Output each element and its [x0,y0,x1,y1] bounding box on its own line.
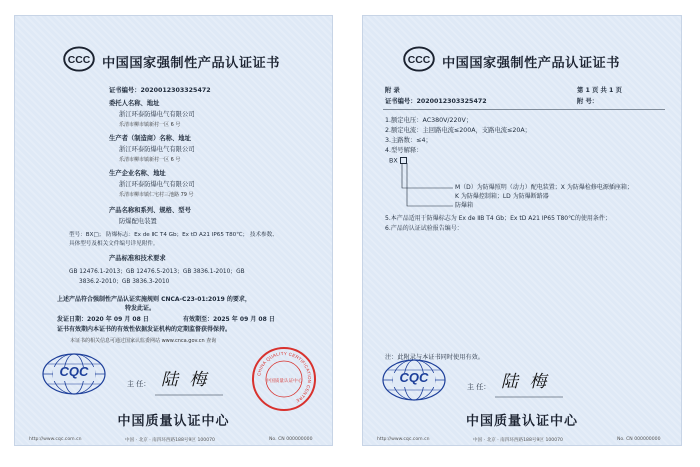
model-explanation: M（D）为防爆照明（动力）配电装置；X 为防爆检修电源插座箱； [455,184,633,191]
footer-address: 中国 · 北京 · 南四环西路188号9区 100070 [473,438,563,443]
producer-label: 生产者（制造商）名称、地址 [109,135,191,142]
svg-text:CCC: CCC [67,55,91,66]
conformity-statement: 上述产品符合强制性产品认证实施规则 CNCA-C23-01:2019 的要求， [57,296,251,303]
footer-website: http://www.cqc.com.cn [29,437,82,442]
producer-name: 浙江环泰防爆电气有限公司 [119,146,195,153]
factory-address: 乐清市柳市镇仁宅村三池路 79 号 [119,192,194,198]
annex-note: 注：此附录与本证书同时使用有效。 [385,354,484,361]
valid-date-label: 有效期至： [183,316,214,323]
certificate-header [15,46,332,76]
page-indicator: 第 1 页 共 1 页 [577,87,622,94]
issuing-organization: 中国质量认证中心 [117,414,230,429]
issuing-organization: 中国质量认证中心 [465,414,578,429]
header-divider [383,108,665,111]
validity-note: 证书有效期内本证书的有效性依据发证机构的定期监督获得保持。 [57,326,232,333]
director-label: 主 任： [467,383,491,391]
certificate-page [14,15,333,446]
footer-address: 中国 · 北京 · 南四环西路188号9区 100070 [125,438,215,443]
spec-item: 4.型号解释： [385,147,423,154]
spec-item: 2.额定电流：主回路电流≤200A，支路电流≤20A； [385,127,531,134]
certificate-title: 中国国家强制性产品认证证书 [102,56,280,71]
spec-item: 5.本产品适用于防爆标志为 Ex de ⅡB T4 Gb；Ex tD A21 IP65 T80℃的使用条件； [385,215,611,222]
certificate-header [363,46,681,76]
standards-label: 产品标准和技术要求 [109,255,166,262]
director-label: 主 任： [127,380,151,388]
conformity-statement: 特发此证。 [125,305,156,312]
query-note: 本证书的相关信息可通过国家认监委网站 www.cnca.gov.cn 查询 [70,338,217,344]
cert-number-row [385,98,487,106]
footer-website: http://www.cqc.com.cn [377,437,430,442]
producer-address: 乐清市柳市镇新村一区 6 号 [119,157,181,163]
svg-text:CHINA QUALITY CERTIFICATION CE [256,351,312,404]
product-label: 产品名称和系列、规格、型号 [109,207,191,214]
footer-serial: No. CN 000000000 [617,437,661,442]
model-prefix: BX [389,157,398,165]
spec-item: 3.主路数：≤4； [385,137,432,144]
factory-label: 生产企业名称、地址 [109,170,166,177]
annex-number-label: 附 号： [577,98,599,105]
standards-line: 3836.2-2010；GB 3836.3-2010 [79,279,170,285]
ccc-mark-icon [403,46,435,72]
certificate-annex-page [362,15,682,446]
seal-center-text: 中国质量认证中心 [265,379,303,384]
model-explanation: 防爆箱 [455,202,474,209]
svg-text:CCC: CCC [407,55,431,66]
valid-date: 2025 年 09 月 08 日 [213,316,275,323]
model-explanation-lines [399,162,459,210]
client-address: 乐清市柳市镇新村一区 6 号 [119,122,181,128]
spec-item: 6.产品的认证试验报告编号： [385,225,463,232]
cqc-logo-text: CQC [59,364,89,379]
valid-date-row [183,316,275,324]
model-line: 具体型号及相关文件编号详见附件。 [69,241,159,247]
cqc-logo-text: CQC [399,370,429,385]
cert-number: 2020012303325472 [416,98,487,105]
cert-number-label: 证书编号： [385,98,417,105]
issue-date: 2020 年 09 月 08 日 [87,316,149,323]
director-signature: 陆 梅 [161,370,210,390]
cert-number-label: 证书编号： [109,87,141,94]
cert-number: 2020012303325472 [140,87,211,94]
certificate-title: 中国国家强制性产品认证证书 [442,56,620,71]
signature-line [495,395,563,399]
spec-item: 1.额定电压：AC380V/220V； [385,117,473,124]
issue-date-row [57,316,149,324]
factory-name: 浙江环泰防爆电气有限公司 [119,181,195,188]
director-signature: 陆 梅 [501,372,550,392]
product-name: 防爆配电装置 [119,218,157,225]
cert-number-row [109,87,211,95]
signature-line [155,393,223,397]
annex-label: 附 录 [385,87,400,94]
official-seal-icon [251,346,317,412]
model-explanation: K 为防爆控制箱；LD 为防爆断路器 [455,193,549,200]
issue-date-label: 发证日期： [57,316,88,323]
seal-ring-text: CHINA QUALITY CERTIFICATION CENTRE [256,350,313,404]
model-line: 型号：BX□； 防爆标志：Ex de ⅡC T4 Gb；Ex tD A21 IP65 T80℃； 技术参数、 [69,232,278,238]
client-label: 委托人名称、地址 [109,100,160,107]
standards-line: GB 12476.1-2013；GB 12476.5-2013；GB 3836.1-2010；GB [69,269,245,275]
footer-serial: No. CN 000000000 [269,437,313,442]
ccc-mark-icon [63,46,95,72]
client-name: 浙江环泰防爆电气有限公司 [119,111,195,118]
